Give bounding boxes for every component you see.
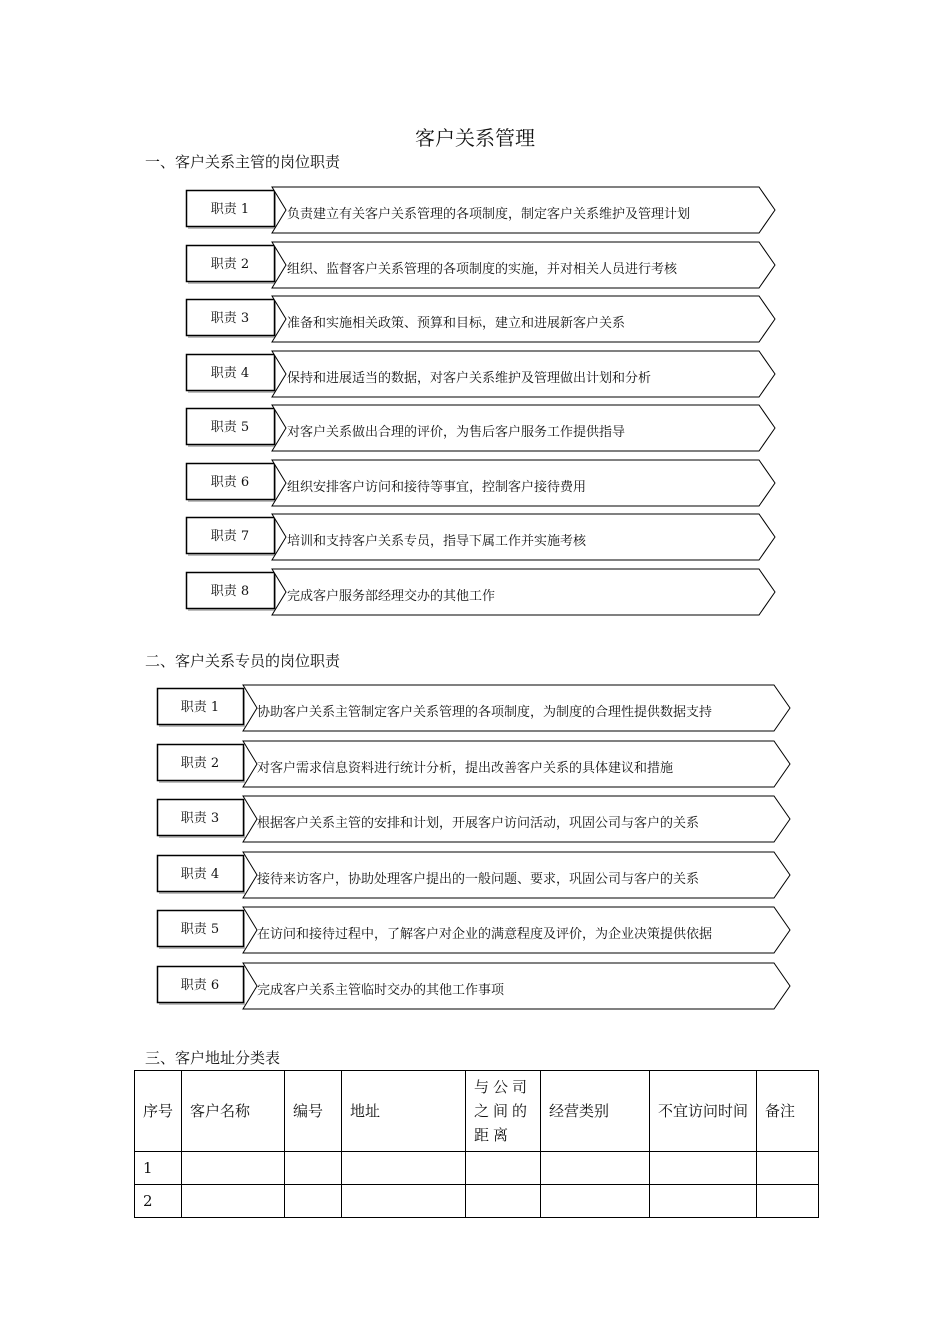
header-cell-distance: 与公司之间的距离: [466, 1071, 541, 1152]
duty-description: 准备和实施相关政策、预算和目标，建立和进展新客户关系: [287, 316, 626, 331]
duty-row: [157, 966, 794, 1012]
duty-label: 职责 5: [210, 420, 250, 435]
table-cell: 2: [135, 1185, 182, 1218]
duty-description: 完成客户服务部经理交办的其他工作: [287, 588, 496, 604]
duty-description: 接待来访客户，协助处理客户提出的一般问题、要求，巩固公司与客户的关系: [257, 871, 700, 887]
duty-description: 完成客户关系主管临时交办的其他工作事项: [257, 982, 505, 998]
duty-description: 对客户需求信息资料进行统计分析，提出改善客户关系的具体建议和措施: [257, 760, 674, 776]
table-cell: [650, 1185, 757, 1218]
table-cell: [541, 1185, 650, 1218]
page-title: 客户关系管理: [415, 126, 535, 150]
header-cell-address: 地址: [342, 1071, 466, 1152]
duty-row: [157, 688, 794, 734]
duty-description: 协助客户关系主管制定客户关系管理的各项制度，为制度的合理性提供数据支持: [257, 705, 713, 720]
table-cell: [285, 1152, 342, 1185]
header-cell-name: 客户名称: [182, 1071, 285, 1152]
duty-label: 职责 5: [180, 922, 220, 937]
duty-row: [186, 463, 779, 509]
duty-label: 职责 1: [180, 700, 220, 715]
table-cell: [182, 1152, 285, 1185]
table-cell: [757, 1152, 819, 1185]
duty-label: 职责 3: [180, 811, 220, 826]
duty-row: [186, 190, 779, 236]
table-cell: [342, 1185, 466, 1218]
duty-row: [186, 572, 779, 618]
duty-label: 职责 1: [210, 202, 250, 217]
table-cell: [285, 1185, 342, 1218]
duty-label: 职责 7: [210, 529, 250, 544]
duty-description: 对客户关系做出合理的评价，为售后客户服务工作提供指导: [287, 425, 626, 440]
duty-description: 培训和支持客户关系专员，指导下属工作并实施考核: [287, 534, 587, 549]
duty-description: 保持和进展适当的数据，对客户关系维护及管理做出计划和分析: [287, 370, 652, 386]
header-cell-remarks: 备注: [757, 1071, 819, 1152]
section3-heading: 三、客户地址分类表: [145, 1049, 281, 1067]
duty-label: 职责 2: [210, 256, 250, 272]
duty-row: [186, 408, 779, 454]
duty-row: [186, 299, 779, 345]
duty-label: 职责 6: [180, 977, 220, 993]
duty-description: 根据客户关系主管的安排和计划，开展客户访问活动，巩固公司与客户的关系: [257, 816, 700, 831]
table-row: [135, 1152, 819, 1185]
table-cell: [650, 1152, 757, 1185]
duty-label: 职责 3: [210, 311, 250, 326]
duty-label: 职责 4: [180, 866, 220, 882]
duty-label: 职责 4: [210, 365, 250, 381]
table-cell: [757, 1185, 819, 1218]
duty-row: [157, 855, 794, 901]
table-cell: 1: [135, 1152, 182, 1185]
table-cell: [466, 1185, 541, 1218]
duty-label: 职责 6: [210, 474, 250, 490]
customer-address-table: [134, 1070, 819, 1218]
duty-row: [186, 245, 779, 291]
header-cell-code: 编号: [285, 1071, 342, 1152]
duty-description: 组织、监督客户关系管理的各项制度的实施，并对相关人员进行考核: [287, 261, 678, 277]
duty-row: [186, 517, 779, 563]
table-row: [135, 1185, 819, 1218]
table-header-row: [135, 1071, 819, 1152]
duty-row: [157, 799, 794, 845]
table-cell: [342, 1152, 466, 1185]
duty-label: 职责 2: [180, 755, 220, 771]
section2-heading: 二、客户关系专员的岗位职责: [145, 652, 341, 670]
duty-row: [157, 910, 794, 956]
header-cell-no-visit-time: 不宜访问时间: [650, 1071, 757, 1152]
duty-label: 职责 8: [210, 583, 250, 599]
header-cell-index: 序号: [135, 1071, 182, 1152]
duty-description: 组织安排客户访问和接待等事宜，控制客户接待费用: [287, 479, 587, 495]
duty-row: [186, 354, 779, 400]
header-cell-business-type: 经营类别: [541, 1071, 650, 1152]
table-cell: [466, 1152, 541, 1185]
duty-description: 在访问和接待过程中，了解客户对企业的满意程度及评价，为企业决策提供依据: [257, 927, 713, 942]
table-cell: [182, 1185, 285, 1218]
table-cell: [541, 1152, 650, 1185]
duty-description: 负责建立有关客户关系管理的各项制度，制定客户关系维护及管理计划: [287, 207, 691, 222]
section1-heading: 一、客户关系主管的岗位职责: [145, 153, 341, 171]
duty-row: [157, 744, 794, 790]
